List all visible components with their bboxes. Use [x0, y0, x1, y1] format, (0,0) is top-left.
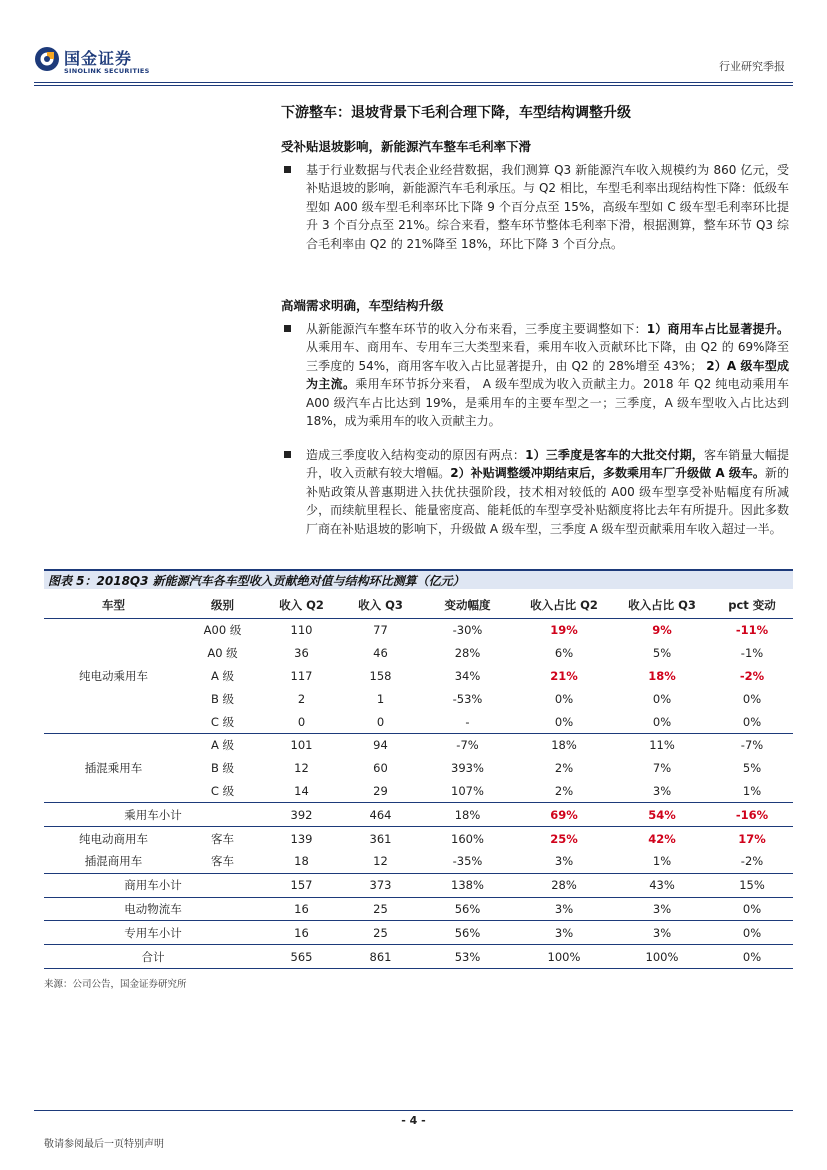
cell-q2: 12 — [294, 761, 309, 776]
paragraph-segment: 客车销量大幅提升，收入贡献有较大增幅。 — [306, 448, 789, 481]
cell-level: A0 级 — [207, 646, 238, 661]
cell-q2: 0 — [262, 710, 341, 733]
bullet-icon — [284, 325, 291, 332]
cell-q2: 16 — [262, 897, 341, 921]
group-label: 专用车小计 — [44, 921, 262, 945]
cell-level: A00 级 — [203, 623, 242, 638]
table-caption: 图表 5：2018Q3 新能源汽车各车型收入贡献绝对值与结构环比测算（亿元） — [44, 569, 793, 589]
cell-share-q2: 18% — [551, 738, 577, 753]
cell-pct: -2% — [711, 850, 793, 873]
cell-q3: 60 — [373, 761, 388, 776]
cell-share-q2: 0% — [554, 691, 574, 706]
group-label: 电动物流车 — [44, 897, 262, 921]
cell-q3: 373 — [341, 873, 420, 897]
cell-share-q2: 3% — [515, 921, 613, 945]
cell-q2: 139 — [290, 831, 313, 846]
header-divider-thin — [34, 85, 793, 86]
cell-q2: 16 — [262, 921, 341, 945]
cell-change: 393% — [451, 761, 484, 776]
cell-pct: 0% — [742, 691, 762, 706]
cell-level: C 级 — [183, 780, 262, 803]
paragraph-emphasis: 2）A 级车型成为主流。 — [306, 358, 789, 392]
cell-level: B 级 — [210, 761, 235, 776]
group-label: 商用车小计 — [44, 873, 262, 897]
cell-q3: 77 — [373, 623, 388, 638]
cell-share-q2: 3% — [515, 850, 613, 873]
cell-share-q2: 69% — [515, 803, 613, 827]
report-type: 行业研究季报 — [719, 60, 785, 73]
column-header: 车型 — [44, 592, 183, 619]
cell-level: C 级 — [183, 710, 262, 733]
table-row — [44, 897, 793, 921]
cell-change: 53% — [420, 945, 515, 969]
subsection-title-margin: 受补贴退坡影响，新能源汽车整车毛利率下滑 — [281, 139, 532, 154]
revenue-table — [44, 592, 793, 969]
table-row-total — [44, 945, 793, 969]
cell-level: 客车 — [211, 831, 234, 846]
cell-pct: -7% — [740, 738, 764, 753]
cell-pct: 0% — [711, 921, 793, 945]
group-label: 插混乘用车 — [44, 733, 183, 802]
table-row-subtotal — [44, 803, 793, 827]
logo-icon — [34, 46, 60, 72]
cell-q3: 25 — [341, 897, 420, 921]
cell-q3: 361 — [369, 831, 392, 846]
bullet-paragraph-reasons — [284, 446, 789, 538]
cell-q3: 25 — [341, 921, 420, 945]
cell-share-q2: 21% — [550, 668, 578, 683]
table-header-row — [44, 592, 793, 619]
cell-q2: 36 — [294, 646, 309, 661]
cell-q3: 0 — [341, 710, 420, 733]
cell-level: 客车 — [183, 850, 262, 873]
cell-level: B 级 — [210, 691, 235, 706]
cell-share-q3: 3% — [613, 780, 711, 803]
cell-change: 160% — [451, 831, 484, 846]
brand-name-cn: 国金证券 — [64, 49, 133, 68]
paragraph-emphasis: 1）商用车占比显著提升。 — [646, 322, 789, 336]
cell-q3: 29 — [341, 780, 420, 803]
paragraph-segment: 造成三季度收入结构变动的原因有两点： — [306, 448, 526, 462]
column-header: 级别 — [183, 592, 262, 619]
page-number: - 4 - — [401, 1114, 426, 1127]
cell-share-q3: 43% — [613, 873, 711, 897]
cell-share-q3: 0% — [613, 710, 711, 733]
cell-q2: 101 — [290, 738, 313, 753]
cell-q2: 392 — [262, 803, 341, 827]
cell-q3: 46 — [373, 646, 388, 661]
paragraph-text: 基于行业数据与代表企业经营数据，我们测算 Q3 新能源汽车收入规模约为 860 亿元，受补贴退坡的影响，新能源汽车毛利承压。与 Q2 相比，车型毛利率出现结构性下降：低级车型如 A00 级车型毛利率环比下降 9 个百分点至 15%，高级车型如 C 级车型毛利率环比提升 3 个百分点至 21%。综合来看，整车环节整体毛利率下滑，根据测算，整车环节 Q3 综合毛利率由 Q2 的 21%降至 18%，环比下降 3 个百分点。 — [306, 163, 789, 251]
paragraph-segment: 乘用车环节拆分来看， A 级车型成为收入贡献主力。2018 年 Q2 纯电动乘用车 A00 级汽车占比达到 19%，是乘用车的主要车型之一；三季度，A 级车型收入占比达到 18%，成为乘用车的收入贡献主力。 — [306, 377, 789, 429]
cell-q2: 117 — [290, 668, 313, 683]
table-row — [44, 827, 793, 850]
cell-share-q3: 1% — [613, 850, 711, 873]
cell-level: A 级 — [210, 738, 235, 753]
column-header: 收入占比 Q2 — [515, 592, 613, 619]
cell-level: A 级 — [210, 668, 235, 683]
cell-q2: 157 — [262, 873, 341, 897]
cell-share-q2: 2% — [554, 761, 574, 776]
cell-share-q3: 0% — [652, 691, 672, 706]
cell-change: -7% — [456, 738, 479, 753]
cell-pct: -11% — [735, 623, 769, 638]
brand-name-en: SINOLINK SECURITIES — [64, 67, 150, 75]
cell-q3: 94 — [373, 738, 388, 753]
paragraph-segment: 从新能源汽车整车环节的收入分布来看，三季度主要调整如下： — [306, 322, 647, 336]
bullet-paragraph-margin — [284, 161, 789, 253]
cell-change: 56% — [420, 897, 515, 921]
cell-share-q2: 19% — [550, 623, 578, 638]
cell-pct: 0% — [711, 710, 793, 733]
cell-share-q2: 2% — [515, 780, 613, 803]
cell-share-q2: 28% — [515, 873, 613, 897]
cell-share-q2: 100% — [515, 945, 613, 969]
table-row-subtotal — [44, 873, 793, 897]
cell-share-q3: 7% — [652, 761, 672, 776]
cell-share-q3: 11% — [649, 738, 675, 753]
cell-share-q3: 3% — [613, 897, 711, 921]
cell-change: - — [420, 710, 515, 733]
paragraph-text — [306, 320, 789, 430]
column-header: pct 变动 — [711, 592, 793, 619]
cell-change: 138% — [420, 873, 515, 897]
paragraph-segment: 新的补贴政策从普惠期进入扶优扶强阶段，技术相对较低的 A00 级车型享受补贴幅度有所减少，而续航里程长、能量密度高、能耗低的车型享受补贴额度将比去年有所提升。因此多数厂商在补贴退坡的影响下，升级做 A 级车型，三季度 A 级车型贡献乘用车收入超过一半。 — [306, 466, 789, 536]
cell-pct: 0% — [711, 945, 793, 969]
group-label: 插混商用车 — [44, 850, 183, 873]
paragraph-segment: 从乘用车、商用车、专用车三大类型来看，乘用车收入贡献环比下降，由 Q2 的 69%降至三季度的 54%，商用客车收入占比显著提升，由 Q2 的 28%增至 43%； — [306, 340, 789, 373]
table-source: 来源：公司公告，国金证券研究所 — [44, 979, 187, 990]
cell-share-q2: 3% — [515, 897, 613, 921]
cell-pct: 0% — [711, 897, 793, 921]
cell-q3: 1 — [376, 691, 385, 706]
cell-share-q3: 18% — [648, 668, 676, 683]
cell-pct: 1% — [711, 780, 793, 803]
cell-q3: 464 — [341, 803, 420, 827]
cell-pct: 15% — [711, 873, 793, 897]
cell-share-q3: 100% — [613, 945, 711, 969]
cell-share-q3: 5% — [652, 646, 672, 661]
cell-pct: -2% — [739, 668, 765, 683]
cell-change: -30% — [452, 623, 483, 638]
subsection-title-structure: 高端需求明确，车型结构升级 — [281, 298, 444, 313]
cell-q2: 18 — [262, 850, 341, 873]
cell-change: 56% — [420, 921, 515, 945]
table-row-subtotal — [44, 921, 793, 945]
cell-pct: 5% — [742, 761, 762, 776]
cell-change: 28% — [454, 646, 481, 661]
cell-share-q2: 0% — [515, 710, 613, 733]
bullet-paragraph-distribution — [284, 320, 789, 430]
bullet-icon — [284, 451, 291, 458]
group-label: 乘用车小计 — [44, 803, 262, 827]
cell-change: 18% — [420, 803, 515, 827]
cell-pct: -1% — [740, 646, 764, 661]
column-header: 变动幅度 — [420, 592, 515, 619]
cell-q2: 110 — [290, 623, 313, 638]
paragraph-emphasis: 1）三季度是客车的大批交付期， — [525, 448, 704, 462]
cell-q3: 158 — [369, 668, 392, 683]
cell-share-q3: 3% — [613, 921, 711, 945]
section-title: 下游整车：退坡背景下毛利合理下降，车型结构调整升级 — [281, 105, 631, 121]
cell-change: -35% — [420, 850, 515, 873]
cell-q2: 14 — [262, 780, 341, 803]
cell-pct: 17% — [738, 831, 766, 846]
group-label: 纯电动乘用车 — [44, 619, 183, 734]
paragraph-text — [306, 446, 789, 538]
paragraph-emphasis: 2）补贴调整缓冲期结束后，多数乘用车厂升级做 A 级车。 — [450, 466, 765, 481]
bullet-icon — [284, 166, 291, 173]
cell-change: 34% — [454, 668, 481, 683]
cell-share-q2: 25% — [550, 831, 578, 846]
group-label: 纯电动商用车 — [79, 831, 148, 846]
cell-change: 107% — [420, 780, 515, 803]
header-divider — [34, 82, 793, 83]
footer-divider — [34, 1110, 793, 1111]
cell-change: -53% — [452, 691, 483, 706]
cell-share-q3: 54% — [613, 803, 711, 827]
cell-pct: -16% — [711, 803, 793, 827]
footer-disclaimer: 敬请参阅最后一页特别声明 — [44, 1139, 164, 1150]
table-row — [44, 733, 793, 756]
column-header: 收入 Q3 — [341, 592, 420, 619]
cell-share-q2: 6% — [554, 646, 574, 661]
cell-q2: 2 — [297, 691, 306, 706]
cell-q3: 12 — [341, 850, 420, 873]
cell-share-q3: 42% — [648, 831, 676, 846]
column-header: 收入占比 Q3 — [613, 592, 711, 619]
cell-q3: 861 — [341, 945, 420, 969]
group-label: 合计 — [44, 945, 262, 969]
cell-q2: 565 — [262, 945, 341, 969]
table-row — [44, 619, 793, 642]
column-header: 收入 Q2 — [262, 592, 341, 619]
cell-share-q3: 9% — [652, 623, 672, 638]
table-row — [44, 850, 793, 873]
